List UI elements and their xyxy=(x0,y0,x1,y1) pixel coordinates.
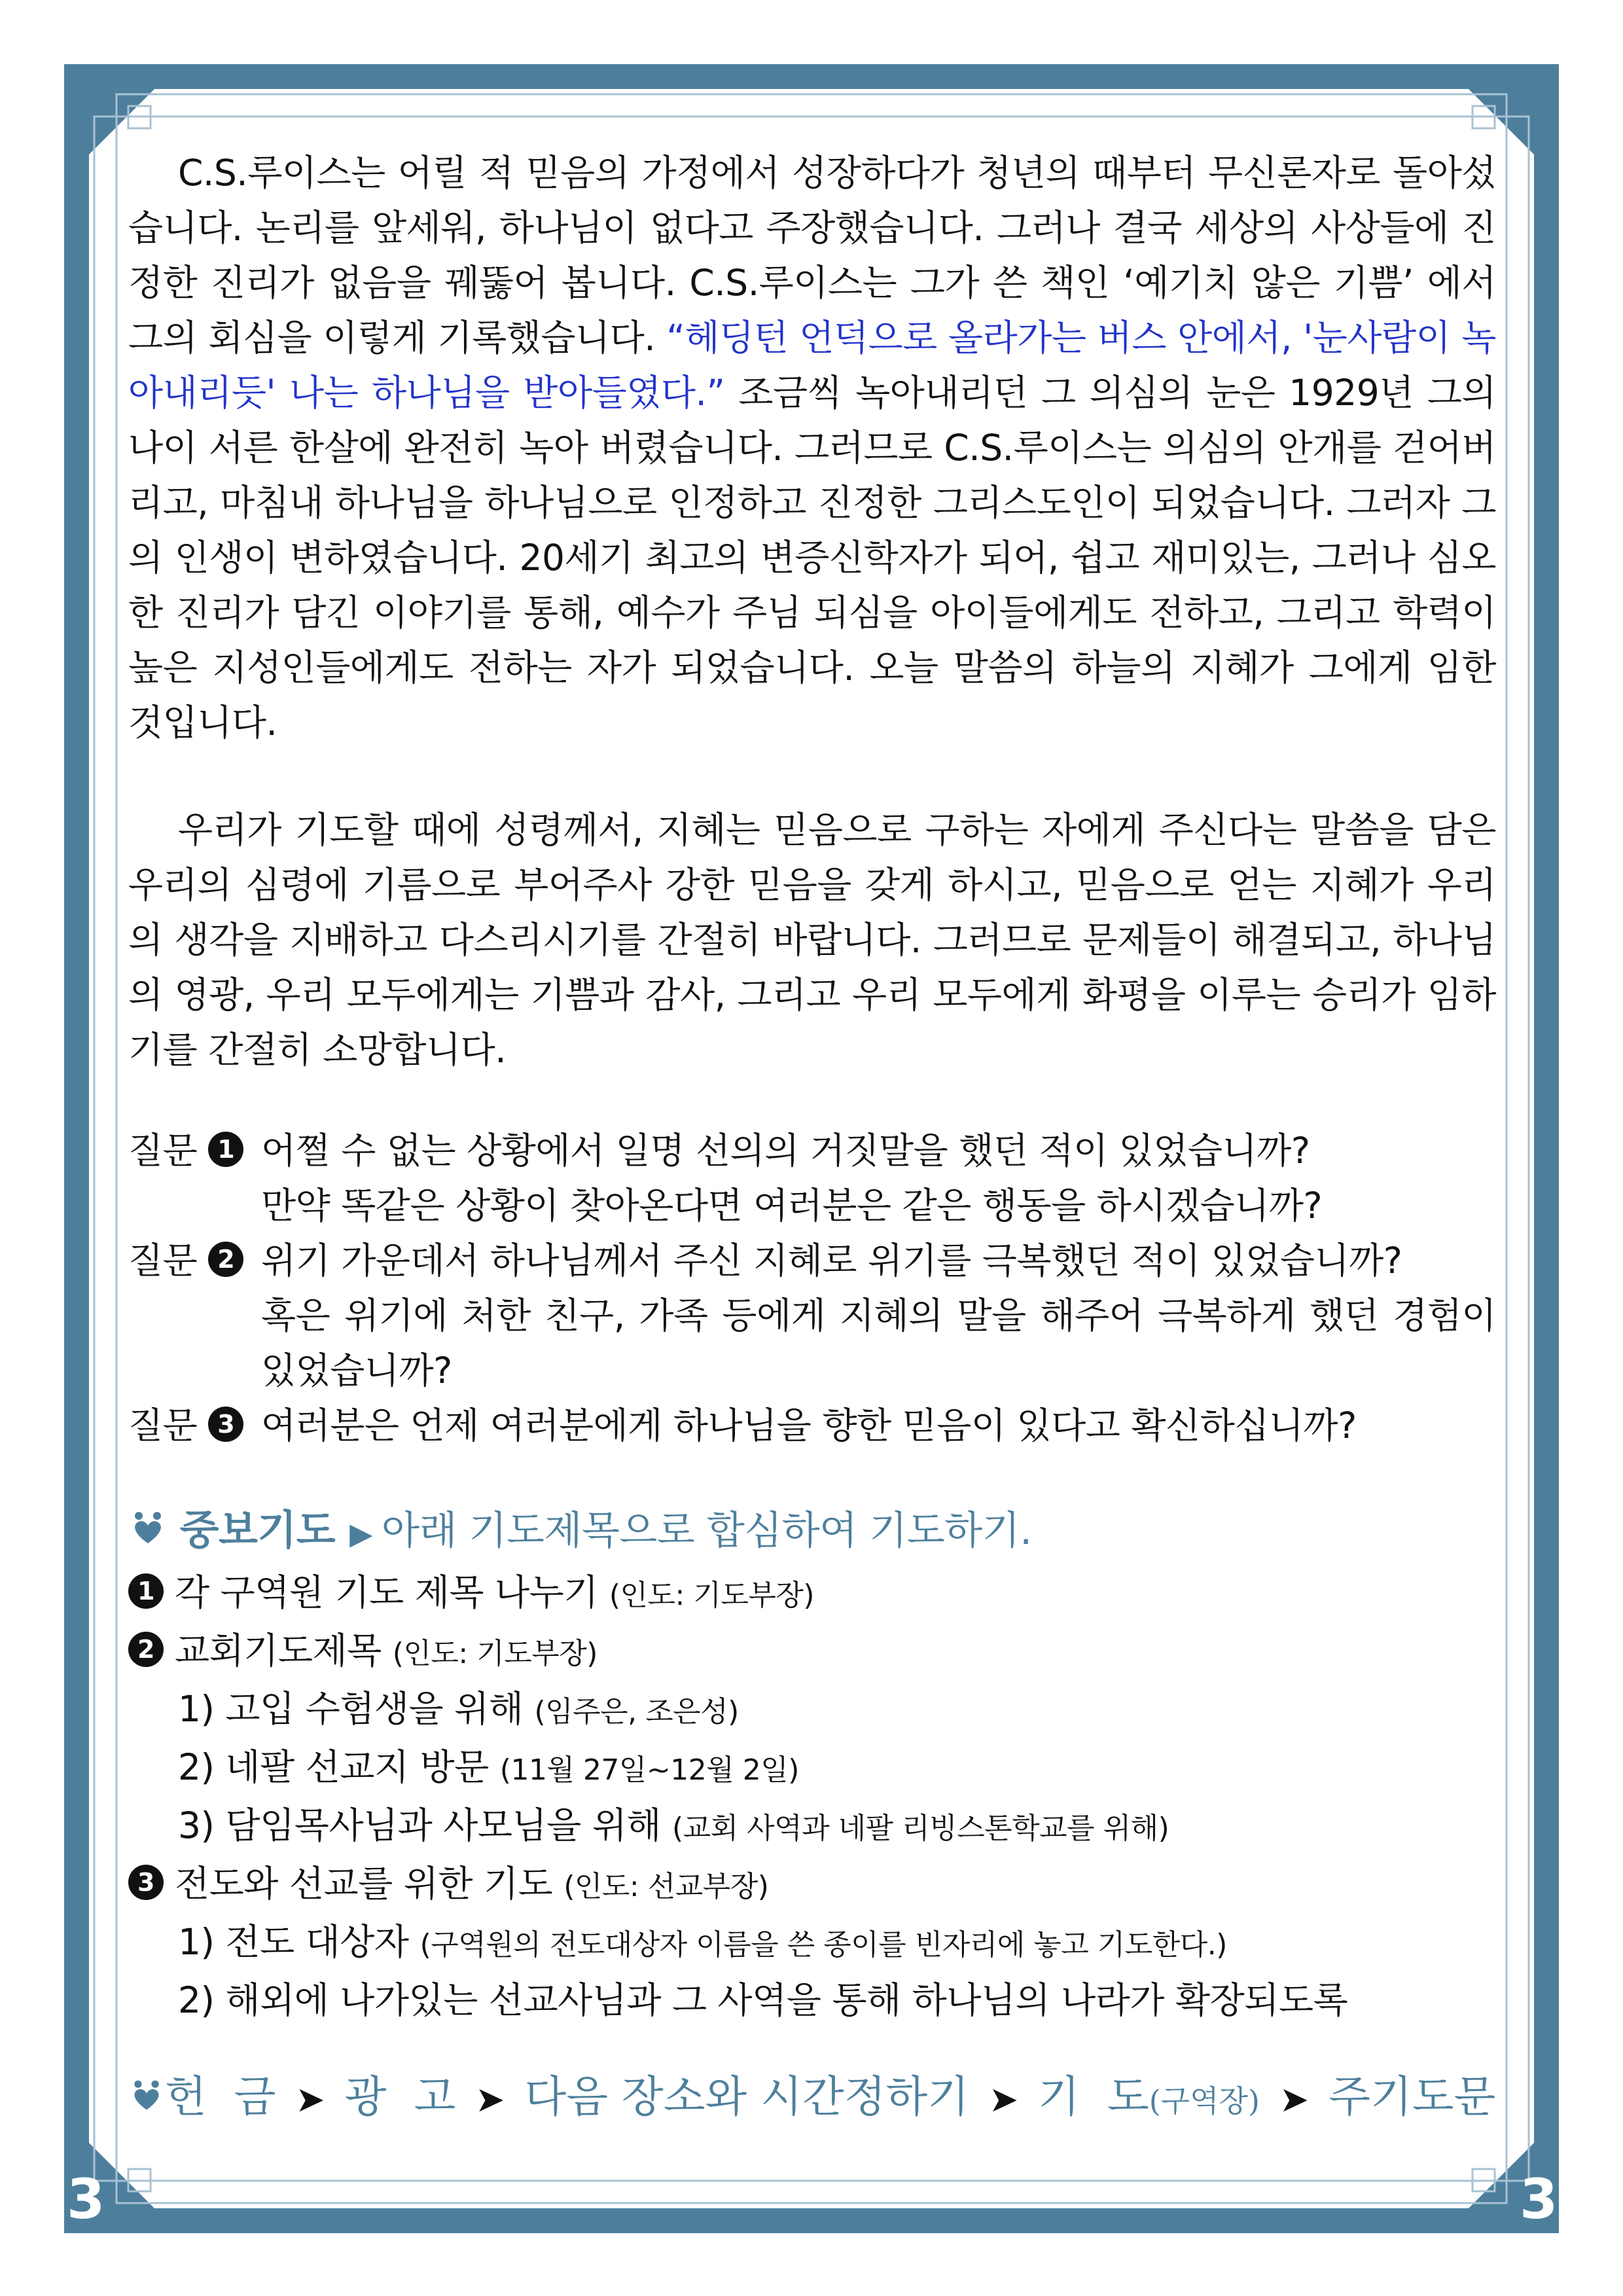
order-step-lords-prayer: 주기도문 xyxy=(1329,2072,1496,2122)
arrow-right-icon: ➤ xyxy=(989,2079,1019,2120)
arrow-right-icon: ➤ xyxy=(1279,2079,1310,2120)
order-step-offering: 헌 금 xyxy=(165,2072,276,2122)
prayer-item-2: 2 교회기도제목 (인도: 기도부장) xyxy=(128,1623,1496,1681)
play-arrow-icon: ▶ xyxy=(349,1516,373,1551)
paragraph-1 xyxy=(128,145,1496,750)
order-step-prayer-note: (구역장) xyxy=(1149,2083,1260,2119)
paragraph-2-text: 우리가 기도할 때에 성령께서, 지혜는 믿음으로 구하는 자에게 주신다는 말씀을 담은 우리의 심령에 기름으로 부어주사 강한 믿음을 갖게 하시고, 믿음으로 얻는 지혜가 우리의 생각을 지배하고 다스리시기를 간절히 바랍니다. 그러므로 문제들이 해결되고, 하나님의 영광, 우리 모두에게는 기쁨과 감사, 그리고 우리 모두에게 화평을 이루는 승리가 임하기를 간절히 소망합니다. xyxy=(128,809,1496,1071)
prayer-subitem: 1) 고입 수험생을 위해 (임주은, 조은성) xyxy=(178,1688,739,1730)
heart-flower-icon xyxy=(128,1509,168,1549)
number-bullet-icon: 3 xyxy=(128,1865,164,1900)
arrow-right-icon: ➤ xyxy=(475,2079,505,2120)
paragraph-2 xyxy=(128,802,1496,1077)
number-bullet-icon: 3 xyxy=(208,1407,243,1442)
question-line: 만약 똑같은 상황이 찾아온다면 여러분은 같은 행동을 하시겠습니까? xyxy=(261,1185,1323,1227)
page-number-left: 3 xyxy=(67,2167,105,2231)
question-1 xyxy=(128,1123,1496,1233)
question-label: 질문 1 xyxy=(128,1123,243,1178)
order-step-next-meeting: 다음 장소와 시간정하기 xyxy=(524,2072,969,2122)
number-bullet-icon: 1 xyxy=(208,1132,243,1167)
number-bullet-icon: 2 xyxy=(128,1632,164,1667)
question-line: 여러분은 언제 여러분에게 하나님을 향한 믿음이 있다고 확신하십니까? xyxy=(261,1405,1357,1446)
prayer-item-3: 3 전도와 선교를 위한 기도 (인도: 선교부장) xyxy=(128,1856,1496,1914)
service-order xyxy=(128,2064,1496,2134)
number-bullet-icon: 1 xyxy=(128,1573,164,1609)
prayer-list xyxy=(128,1565,1496,2028)
question-line: 어쩔 수 없는 상황에서 일명 선의의 거짓말을 했던 적이 있었습니까? xyxy=(261,1130,1310,1172)
question-line: 혹은 위기에 처한 친구, 가족 등에게 지혜의 말을 해주어 극복하게 했던 경험이 있었습니까? xyxy=(261,1295,1496,1391)
paragraph-1-text-after: 조금씩 녹아내리던 그 의심의 눈은 1929년 그의 나이 서른 한살에 완전히 녹아 버렸습니다. 그러므로 C.S.루이스는 의심의 안개를 걷어버리고, 마침내 하나님을 하나님으로 인정하고 진정한 그리스도인이 되었습니다. 그러자 그의 인생이 변하였습니다. 20세기 최고의 변증신학자가 되어, 쉽고 재미있는, 그러나 심오한 진리가 담긴 이야기를 통해, 예수가 주님 되심을 아이들에게도 전하고, 그리고 학력이 높은 지성인들에게도 전하는 자가 되었습니다. 오늘 말씀의 하늘의 지혜가 그에게 임한 것입니다. xyxy=(128,372,1496,744)
prayer-subitem: 1) 전도 대상자 (구역원의 전도대상자 이름을 쓴 종이를 빈자리에 놓고 기도한다.) xyxy=(178,1921,1227,1963)
question-label: 질문 2 xyxy=(128,1233,243,1288)
prayer-subitem: 3) 담임목사님과 사모님을 위해 (교회 사역과 네팔 리빙스톤학교를 위해) xyxy=(178,1804,1169,1846)
question-3 xyxy=(128,1398,1496,1453)
prayer-item-1: 1 각 구역원 기도 제목 나누기 (인도: 기도부장) xyxy=(128,1565,1496,1623)
page-content xyxy=(128,145,1496,2134)
heart-flower-icon xyxy=(128,2078,165,2115)
order-step-announcements: 광 고 xyxy=(344,2072,456,2122)
prayer-title: 중보기도 xyxy=(179,1506,336,1554)
paragraph-1-quote: “헤딩턴 언덕으로 올라가는 버스 안에서, '눈사람이 녹아내리듯' 나는 하나님을 받아들였다.” xyxy=(128,317,1496,414)
prayer-subtitle: 아래 기도제목으로 합심하여 기도하기. xyxy=(382,1508,1032,1554)
page-number-right: 3 xyxy=(1520,2167,1558,2231)
paragraph-1-text-before: C.S.루이스는 어릴 적 믿음의 가정에서 성장하다가 청년의 때부터 무신론자로 돌아섰습니다. 논리를 앞세워, 하나님이 없다고 주장했습니다. 그러나 결국 세상의 사상들에 진정한 진리가 없음을 꿰뚫어 봅니다. C.S.루이스는 그가 쓴 책인 ‘예기치 않은 기쁨’ 에서 그의 회심을 이렇게 기록했습니다. xyxy=(128,152,1496,359)
question-2 xyxy=(128,1233,1496,1398)
prayer-subitem: 2) 해외에 나가있는 선교사님과 그 사역을 통해 하나님의 나라가 확장되도록 xyxy=(178,1979,1348,2021)
order-step-prayer: 기 도 xyxy=(1038,2072,1149,2122)
number-bullet-icon: 2 xyxy=(208,1242,243,1277)
arrow-right-icon: ➤ xyxy=(295,2079,325,2120)
question-line: 위기 가운데서 하나님께서 주신 지혜로 위기를 극복했던 적이 있었습니까? xyxy=(261,1240,1402,1282)
prayer-subitem: 2) 네팔 선교지 방문 (11월 27일~12월 2일) xyxy=(178,1746,799,1788)
prayer-heading xyxy=(128,1499,1496,1565)
question-label: 질문 3 xyxy=(128,1398,243,1453)
